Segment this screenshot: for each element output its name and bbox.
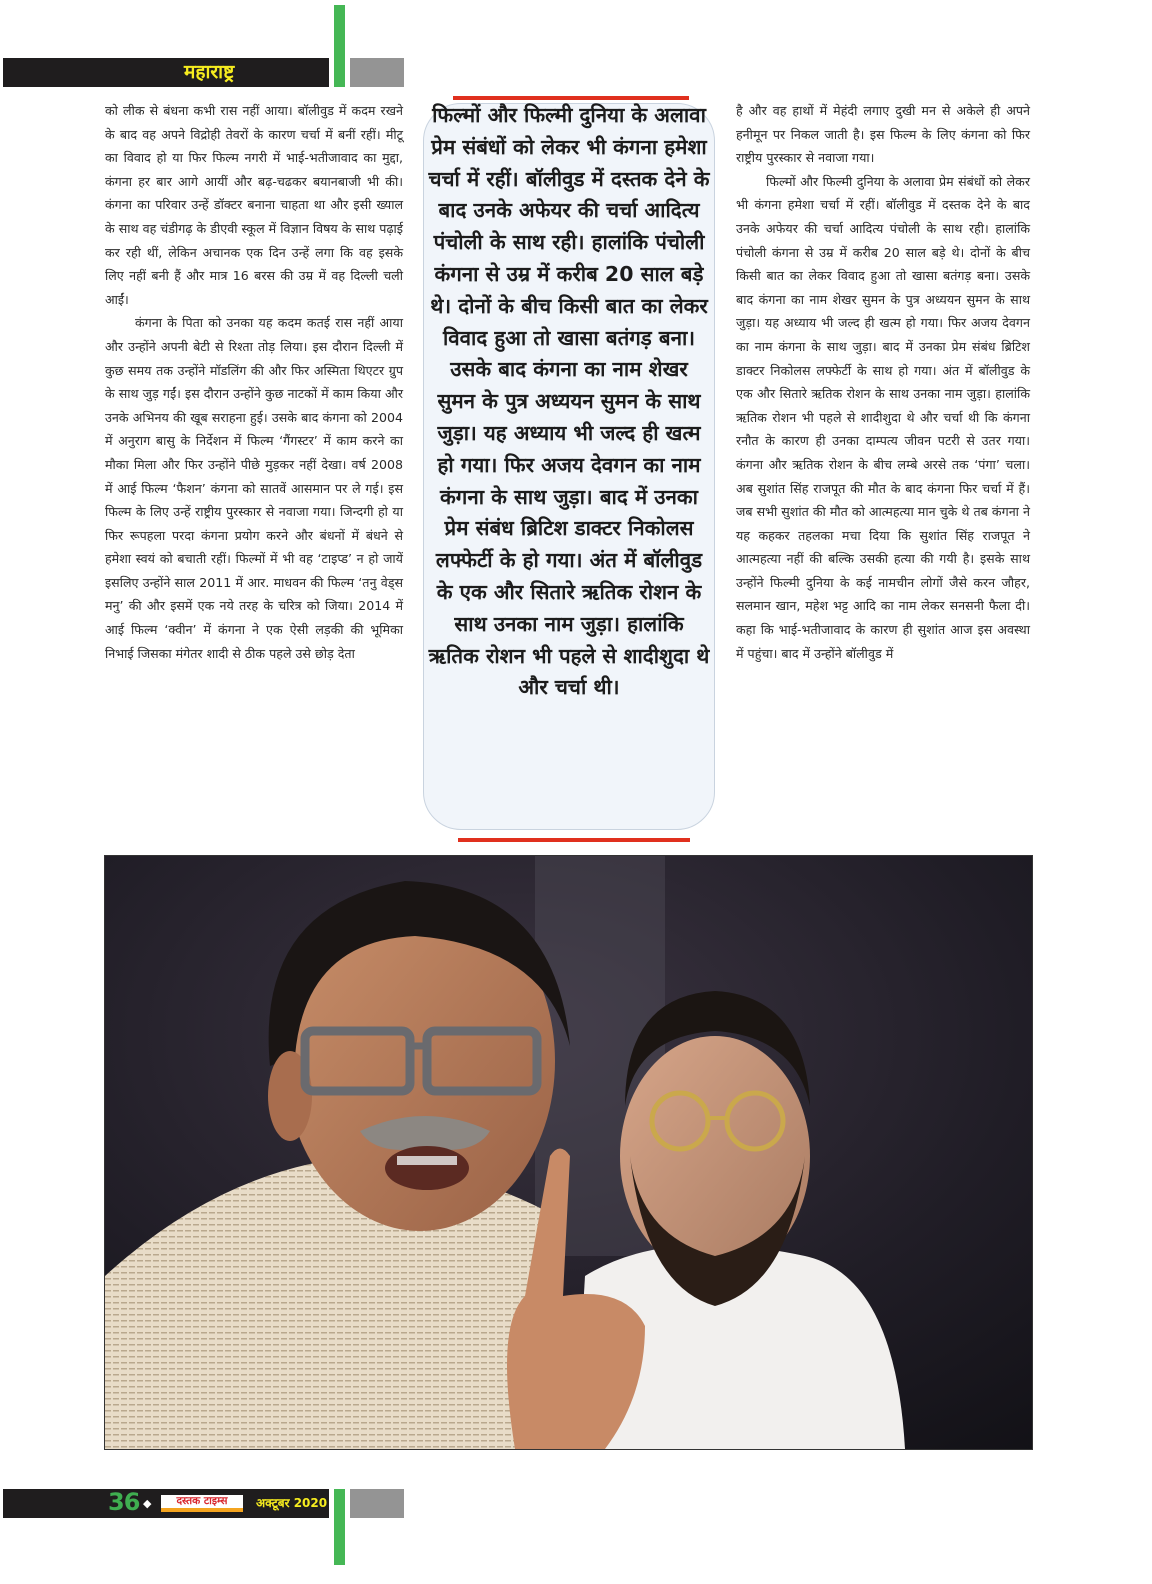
article-column-right [736, 99, 1030, 665]
photo-icon [105, 856, 1032, 1449]
publication-logo-text: दस्तक टाइम्स [176, 1495, 228, 1507]
page-number: 36 [108, 1488, 140, 1516]
article-paragraph: कंगना के पिता को उनका यह कदम कतई रास नहीं आया और उन्होंने अपनी बेटी से रिश्ता तोड़ लिया। इस दौरान दिल्ली में कुछ समय तक उन्होंने मॉडलिंग की और फिर अस्मिता थिएटर ग्रुप के साथ जुड़ गईं। इस दौरान उन्होंने कुछ नाटकों में काम किया और उनके अभिनय की खूब सराहना हुई। उसके बाद कंगना को 2004 में अनुराग बासु के निर्देशन में फिल्म ‘गैंगस्टर’ में काम करने का मौका मिला और फिर उन्होंने पीछे मुड़कर नहीं देखा। वर्ष 2008 में आई फिल्म ‘फैशन’ कंगना को सातवें आसमान पर ले गई। इस फिल्म के लिए उन्हें राष्ट्रीय पुरस्कार से नवाजा गया। जिन्दगी हो या फिर रूपहला परदा कंगना प्रयोग करने और बंधनों में बंधने से हमेशा स्वयं को बचाती रहीं। फिल्मों में भी वह ‘टाइप्ड’ न हो जायें इसलिए उन्होंने साल 2011 में आर. माधवन की फिल्म ‘तनु वेड्स मनु’ की और इसमें एक नये तरह के चरित्र को जिया। 2014 में आई फिल्म ‘क्वीन’ में कंगना ने एक ऐसी लड़की की भूमिका निभाई जिसका मंगेतर शादी से ठीक पहले उसे छोड़ देता [105, 315, 403, 661]
publication-logo [161, 1495, 243, 1512]
article-paragraph: को लीक से बंधना कभी रास नहीं आया। बॉलीवुड में कदम रखने के बाद वह अपने विद्रोही तेवरों के कारण चर्चा में बनीं रहीं। मीटू का विवाद हो या फिर फिल्म नगरी में भाई-भतीजावाद का मुद्दा, कंगना हर बार आगे आयीं और बढ़-चढकर बयानबाजी भी की। कंगना का परिवार उन्हें डॉक्टर बनाना चाहता था और इसी ख्याल के साथ वह चंडीगढ़ के डीएवी स्कूल में विज्ञान विषय के साथ पढ़ाई कर रही थीं, लेकिन अचानक एक दिन उन्हें लगा कि वह इसके लिए नहीं बनी हैं और मात्र 16 बरस की उम्र में वह दिल्ली चली आईं। [105, 103, 403, 307]
pull-quote-bottom-rule [458, 838, 690, 842]
pull-quote-text: फिल्मों और फिल्मी दुनिया के अलावा प्रेम संबंधों को लेकर भी कंगना हमेशा चर्चा में रहीं। बॉलीवुड में दस्तक देने के बाद उनके अफेयर की चर्चा आदित्य पंचोली के साथ रही। हालांकि पंचोली कंगना से उम्र में करीब 20 साल बड़े थे। दोनों के बीच किसी बात का लेकर विवाद हुआ तो खासा बतंगड़ बना। उसके बाद कंगना का नाम शेखर सुमन के पुत्र अध्ययन सुमन के साथ जुड़ा। यह अध्याय भी जल्द ही खत्म हो गया। फिर अजय देवगन का नाम कंगना के साथ जुड़ा। बाद में उनका प्रेम संबंध ब्रिटिश डाक्टर निकोलस लफ्फेर्टी के हो गया। अंत में बॉलीवुड के एक और सितारे ऋतिक रोशन के साथ उनका नाम जुड़ा। हालांकि ऋतिक रोशन भी पहले से शादीशुदा थे और चर्चा थी। [428, 103, 710, 700]
header-gray-accent [350, 58, 404, 87]
section-title: महाराष्ट्र [184, 61, 235, 83]
article-column-left [105, 99, 403, 665]
footer-green-accent [334, 1489, 345, 1565]
article-photo [104, 855, 1033, 1450]
article-paragraph: फिल्मों और फिल्मी दुनिया के अलावा प्रेम संबंधों को लेकर भी कंगना हमेशा चर्चा में रहीं। बॉलीवुड में दस्तक देने के बाद उनके अफेयर की चर्चा आदित्य पंचोली के साथ रही। हालांकि पंचोली कंगना से उम्र में करीब 20 साल बड़े थे। दोनों के बीच किसी बात का लेकर विवाद हुआ तो खासा बतंगड़ बना। उसके बाद कंगना का नाम शेखर सुमन के पुत्र अध्ययन सुमन के साथ जुड़ा। यह अध्याय भी जल्द ही खत्म हो गया। फिर अजय देवगन का नाम कंगना के साथ जुड़ा। बाद में उनका प्रेम संबंध ब्रिटिश डाक्टर निकोलस लफ्फेर्टी के साथ हो गया। अंत में बॉलीवुड के एक और सितारे ऋतिक रोशन के साथ उनका नाम जुड़ा। हालांकि ऋतिक रोशन भी पहले से शादीशुदा थे और चर्चा थी कि कंगना रनौत के कारण ही उनका दाम्पत्य जीवन पटरी से उतर गया। कंगना और ऋतिक रोशन के बीच लम्बे अरसे तक ‘पंगा’ चला। अब सुशांत सिंह राजपूत की मौत के बाद कंगना फिर चर्चा में हैं। जब सभी सुशांत की मौत को आत्महत्या मान चुके थे तब कंगना ने यह कहकर तहलका मचा दिया कि सुशांत सिंह राजपूत ने आत्महत्या नहीं की बल्कि उसकी हत्या की गयी है। इसके साथ उन्होंने फिल्मी दुनिया के कई नामचीन लोगों जैसे करन जौहर, सलमान खान, महेश भट्ट आदि का नाम लेकर सनसनी फैला दी। कहा कि भाई-भतीजावाद के कारण ही सुशांत आज इस अवस्था में पहुंचा। बाद में उन्होंने बॉलीवुड में [736, 173, 1030, 661]
header-green-accent [334, 5, 345, 87]
footer-gray-accent [350, 1489, 404, 1518]
section-header-bar [3, 58, 329, 87]
article-paragraph: है और वह हाथों में मेहंदी लगाए दुखी मन से अकेले ही अपने हनीमून पर निकल जाती है। इस फिल्म के लिए कंगना को फिर राष्ट्रीय पुरस्कार से नवाजा गया। [736, 103, 1030, 166]
footer-separator-icon: ◆ [143, 1497, 152, 1510]
issue-date: अक्टूबर 2020 [256, 1496, 328, 1510]
